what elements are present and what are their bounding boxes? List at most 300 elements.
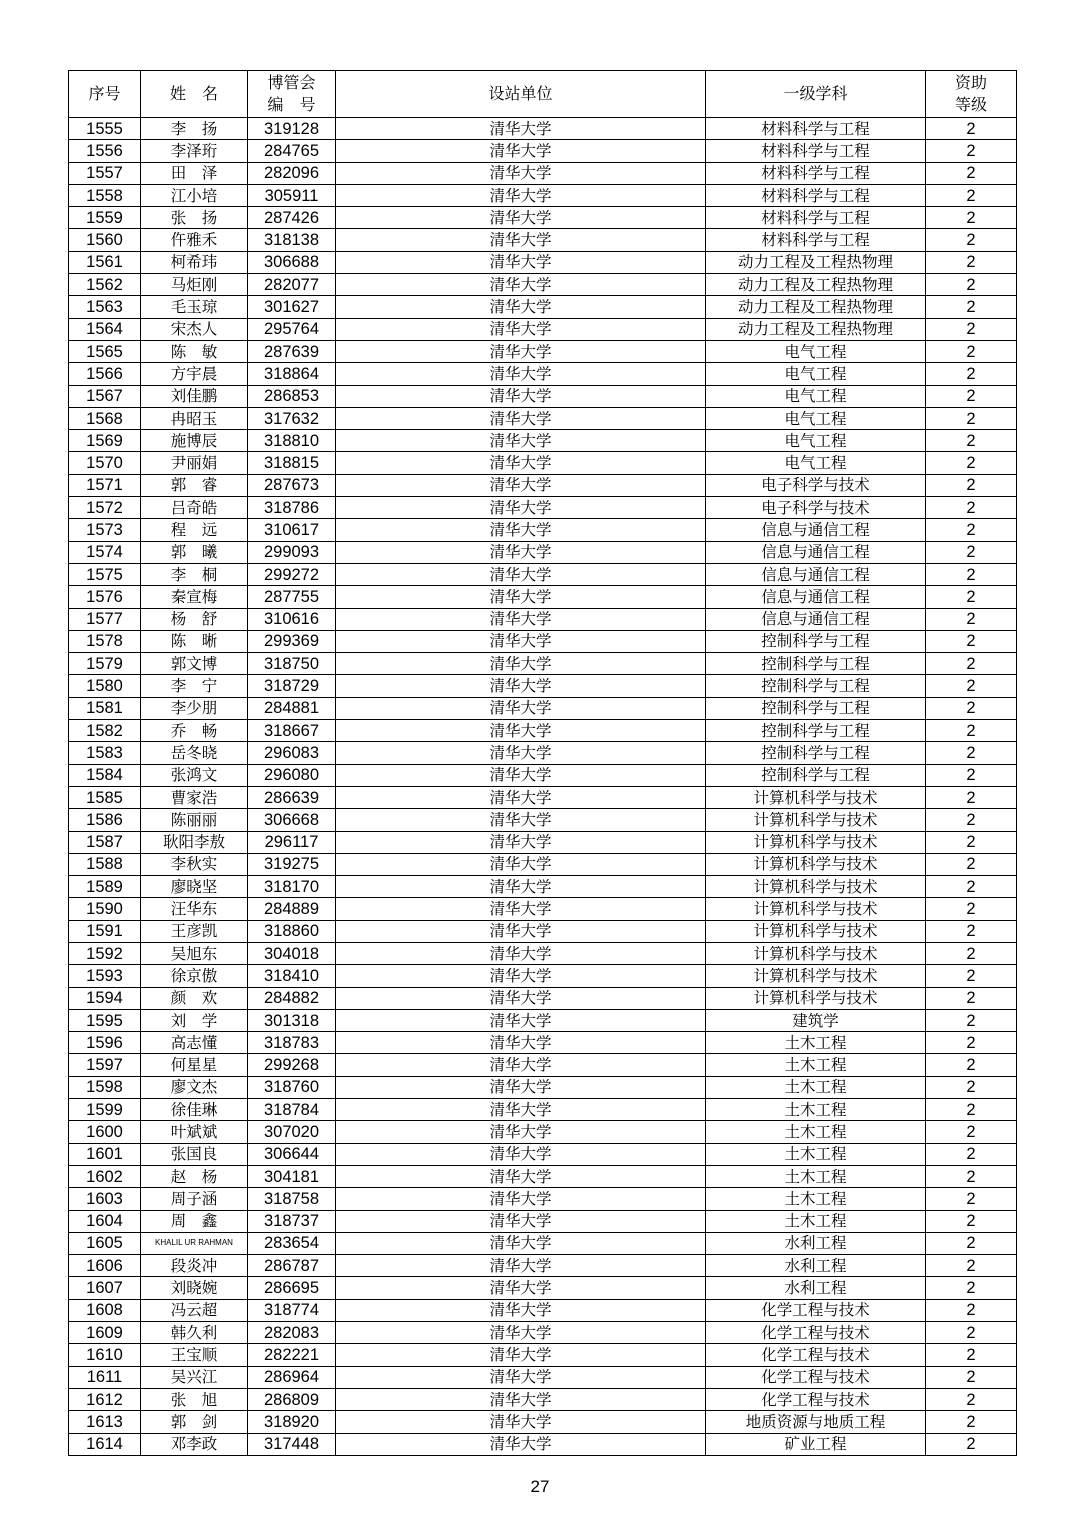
cell-unit: 清华大学 bbox=[336, 1277, 706, 1299]
cell-level: 2 bbox=[926, 541, 1017, 563]
cell-name: 李 宁 bbox=[141, 675, 248, 697]
cell-level: 2 bbox=[926, 809, 1017, 831]
cell-subject: 计算机科学与技术 bbox=[706, 809, 926, 831]
cell-name: 岳冬晓 bbox=[141, 742, 248, 764]
cell-id: 286787 bbox=[248, 1255, 336, 1277]
cell-name: 刘晓婉 bbox=[141, 1277, 248, 1299]
table-body bbox=[69, 118, 1017, 1456]
cell-level: 2 bbox=[926, 942, 1017, 964]
cell-level: 2 bbox=[926, 1143, 1017, 1165]
cell-name: 徐京傲 bbox=[141, 965, 248, 987]
cell-unit: 清华大学 bbox=[336, 296, 706, 318]
cell-unit: 清华大学 bbox=[336, 274, 706, 296]
cell-subject: 动力工程及工程热物理 bbox=[706, 318, 926, 340]
table-row bbox=[69, 162, 1017, 184]
cell-unit: 清华大学 bbox=[336, 251, 706, 273]
cell-no: 1576 bbox=[69, 586, 141, 608]
cell-unit: 清华大学 bbox=[336, 965, 706, 987]
cell-name: 柯希玮 bbox=[141, 251, 248, 273]
cell-name: 秦宣梅 bbox=[141, 586, 248, 608]
cell-subject: 计算机科学与技术 bbox=[706, 876, 926, 898]
cell-level: 2 bbox=[926, 898, 1017, 920]
cell-id: 318815 bbox=[248, 452, 336, 474]
cell-unit: 清华大学 bbox=[336, 786, 706, 808]
header-unit: 设站单位 bbox=[336, 71, 706, 118]
table-row bbox=[69, 853, 1017, 875]
cell-unit: 清华大学 bbox=[336, 675, 706, 697]
cell-level: 2 bbox=[926, 965, 1017, 987]
cell-no: 1563 bbox=[69, 296, 141, 318]
cell-unit: 清华大学 bbox=[336, 207, 706, 229]
cell-id: 301318 bbox=[248, 1009, 336, 1031]
cell-subject: 电气工程 bbox=[706, 385, 926, 407]
cell-level: 2 bbox=[926, 742, 1017, 764]
header-id-line1: 博管会 bbox=[267, 73, 316, 92]
cell-no: 1555 bbox=[69, 118, 141, 140]
cell-unit: 清华大学 bbox=[336, 898, 706, 920]
cell-id: 304181 bbox=[248, 1165, 336, 1187]
cell-name: 韩久利 bbox=[141, 1322, 248, 1344]
cell-name: 曹家浩 bbox=[141, 786, 248, 808]
cell-unit: 清华大学 bbox=[336, 1232, 706, 1254]
table-row bbox=[69, 942, 1017, 964]
cell-level: 2 bbox=[926, 720, 1017, 742]
cell-unit: 清华大学 bbox=[336, 1255, 706, 1277]
cell-unit: 清华大学 bbox=[336, 697, 706, 719]
table-row bbox=[69, 340, 1017, 362]
table-row bbox=[69, 1433, 1017, 1455]
cell-level: 2 bbox=[926, 519, 1017, 541]
table-row bbox=[69, 831, 1017, 853]
cell-unit: 清华大学 bbox=[336, 1165, 706, 1187]
cell-no: 1567 bbox=[69, 385, 141, 407]
cell-name: 李 桐 bbox=[141, 563, 248, 585]
cell-no: 1580 bbox=[69, 675, 141, 697]
cell-subject: 控制科学与工程 bbox=[706, 764, 926, 786]
cell-id: 317448 bbox=[248, 1433, 336, 1455]
cell-level: 2 bbox=[926, 586, 1017, 608]
cell-no: 1614 bbox=[69, 1433, 141, 1455]
cell-subject: 材料科学与工程 bbox=[706, 207, 926, 229]
cell-no: 1560 bbox=[69, 229, 141, 251]
cell-subject: 控制科学与工程 bbox=[706, 653, 926, 675]
cell-id: 284882 bbox=[248, 987, 336, 1009]
cell-no: 1585 bbox=[69, 786, 141, 808]
table-row bbox=[69, 987, 1017, 1009]
cell-subject: 控制科学与工程 bbox=[706, 720, 926, 742]
cell-name: 张国良 bbox=[141, 1143, 248, 1165]
cell-id: 318170 bbox=[248, 876, 336, 898]
cell-name: 周 鑫 bbox=[141, 1210, 248, 1232]
cell-no: 1611 bbox=[69, 1366, 141, 1388]
cell-no: 1582 bbox=[69, 720, 141, 742]
cell-subject: 电气工程 bbox=[706, 363, 926, 385]
cell-unit: 清华大学 bbox=[336, 1121, 706, 1143]
cell-name: 周子涵 bbox=[141, 1188, 248, 1210]
table-row bbox=[69, 608, 1017, 630]
table-row bbox=[69, 452, 1017, 474]
cell-name: KHALIL UR RAHMAN bbox=[141, 1232, 248, 1254]
cell-subject: 地质资源与地质工程 bbox=[706, 1411, 926, 1433]
table-row bbox=[69, 1188, 1017, 1210]
table-row bbox=[69, 296, 1017, 318]
table-row bbox=[69, 630, 1017, 652]
cell-id: 299093 bbox=[248, 541, 336, 563]
cell-no: 1592 bbox=[69, 942, 141, 964]
cell-name: 徐佳琳 bbox=[141, 1099, 248, 1121]
cell-level: 2 bbox=[926, 497, 1017, 519]
page-number: 27 bbox=[530, 1477, 550, 1496]
cell-subject: 土木工程 bbox=[706, 1165, 926, 1187]
cell-unit: 清华大学 bbox=[336, 1388, 706, 1410]
table-row bbox=[69, 474, 1017, 496]
cell-level: 2 bbox=[926, 184, 1017, 206]
cell-no: 1588 bbox=[69, 853, 141, 875]
cell-id: 286964 bbox=[248, 1366, 336, 1388]
cell-no: 1590 bbox=[69, 898, 141, 920]
cell-level: 2 bbox=[926, 340, 1017, 362]
cell-name: 冉昭玉 bbox=[141, 407, 248, 429]
cell-id: 284881 bbox=[248, 697, 336, 719]
cell-id: 306668 bbox=[248, 809, 336, 831]
table-row bbox=[69, 118, 1017, 140]
cell-unit: 清华大学 bbox=[336, 920, 706, 942]
header-name: 姓 名 bbox=[141, 71, 248, 118]
table-row bbox=[69, 184, 1017, 206]
cell-no: 1608 bbox=[69, 1299, 141, 1321]
cell-no: 1596 bbox=[69, 1032, 141, 1054]
cell-unit: 清华大学 bbox=[336, 430, 706, 452]
cell-level: 2 bbox=[926, 1121, 1017, 1143]
cell-unit: 清华大学 bbox=[336, 229, 706, 251]
cell-no: 1556 bbox=[69, 140, 141, 162]
cell-no: 1564 bbox=[69, 318, 141, 340]
cell-unit: 清华大学 bbox=[336, 853, 706, 875]
cell-id: 318860 bbox=[248, 920, 336, 942]
cell-id: 318864 bbox=[248, 363, 336, 385]
cell-level: 2 bbox=[926, 876, 1017, 898]
cell-level: 2 bbox=[926, 274, 1017, 296]
cell-unit: 清华大学 bbox=[336, 407, 706, 429]
header-id-line2: 编 号 bbox=[267, 95, 316, 114]
cell-level: 2 bbox=[926, 1032, 1017, 1054]
cell-no: 1597 bbox=[69, 1054, 141, 1076]
cell-name: 李泽珩 bbox=[141, 140, 248, 162]
cell-unit: 清华大学 bbox=[336, 720, 706, 742]
cell-name: 田 泽 bbox=[141, 162, 248, 184]
cell-subject: 建筑学 bbox=[706, 1009, 926, 1031]
cell-name: 施博辰 bbox=[141, 430, 248, 452]
cell-name: 郭文博 bbox=[141, 653, 248, 675]
cell-no: 1586 bbox=[69, 809, 141, 831]
cell-no: 1604 bbox=[69, 1210, 141, 1232]
cell-level: 2 bbox=[926, 118, 1017, 140]
cell-unit: 清华大学 bbox=[336, 184, 706, 206]
table-row bbox=[69, 1322, 1017, 1344]
cell-name: 张 旭 bbox=[141, 1388, 248, 1410]
cell-unit: 清华大学 bbox=[336, 1009, 706, 1031]
cell-id: 318774 bbox=[248, 1299, 336, 1321]
table-row bbox=[69, 519, 1017, 541]
cell-unit: 清华大学 bbox=[336, 1054, 706, 1076]
cell-subject: 计算机科学与技术 bbox=[706, 942, 926, 964]
cell-subject: 控制科学与工程 bbox=[706, 630, 926, 652]
cell-level: 2 bbox=[926, 786, 1017, 808]
cell-subject: 化学工程与技术 bbox=[706, 1366, 926, 1388]
cell-id: 307020 bbox=[248, 1121, 336, 1143]
cell-id: 287426 bbox=[248, 207, 336, 229]
cell-subject: 材料科学与工程 bbox=[706, 184, 926, 206]
cell-unit: 清华大学 bbox=[336, 630, 706, 652]
cell-name: 何星星 bbox=[141, 1054, 248, 1076]
cell-no: 1612 bbox=[69, 1388, 141, 1410]
cell-no: 1598 bbox=[69, 1076, 141, 1098]
table-row bbox=[69, 697, 1017, 719]
cell-unit: 清华大学 bbox=[336, 363, 706, 385]
cell-unit: 清华大学 bbox=[336, 1210, 706, 1232]
cell-name: 吴兴江 bbox=[141, 1366, 248, 1388]
cell-no: 1566 bbox=[69, 363, 141, 385]
table-row bbox=[69, 140, 1017, 162]
table-row bbox=[69, 809, 1017, 831]
cell-level: 2 bbox=[926, 1299, 1017, 1321]
cell-no: 1571 bbox=[69, 474, 141, 496]
cell-name: 刘佳鹏 bbox=[141, 385, 248, 407]
cell-no: 1557 bbox=[69, 162, 141, 184]
cell-subject: 控制科学与工程 bbox=[706, 697, 926, 719]
cell-id: 318760 bbox=[248, 1076, 336, 1098]
cell-name: 尹丽娟 bbox=[141, 452, 248, 474]
table-row bbox=[69, 1054, 1017, 1076]
cell-subject: 计算机科学与技术 bbox=[706, 965, 926, 987]
cell-subject: 信息与通信工程 bbox=[706, 586, 926, 608]
cell-level: 2 bbox=[926, 853, 1017, 875]
cell-id: 296117 bbox=[248, 831, 336, 853]
cell-subject: 计算机科学与技术 bbox=[706, 987, 926, 1009]
cell-no: 1579 bbox=[69, 653, 141, 675]
cell-subject: 土木工程 bbox=[706, 1188, 926, 1210]
cell-id: 301627 bbox=[248, 296, 336, 318]
cell-no: 1573 bbox=[69, 519, 141, 541]
table-row bbox=[69, 742, 1017, 764]
cell-subject: 水利工程 bbox=[706, 1232, 926, 1254]
cell-level: 2 bbox=[926, 296, 1017, 318]
table-row bbox=[69, 786, 1017, 808]
table-row bbox=[69, 1344, 1017, 1366]
cell-name: 宋杰人 bbox=[141, 318, 248, 340]
cell-id: 319128 bbox=[248, 118, 336, 140]
table-row bbox=[69, 430, 1017, 452]
table-row bbox=[69, 1032, 1017, 1054]
cell-unit: 清华大学 bbox=[336, 608, 706, 630]
cell-unit: 清华大学 bbox=[336, 1299, 706, 1321]
cell-id: 296080 bbox=[248, 764, 336, 786]
cell-id: 282096 bbox=[248, 162, 336, 184]
cell-id: 318784 bbox=[248, 1099, 336, 1121]
cell-name: 吕奇皓 bbox=[141, 497, 248, 519]
cell-subject: 土木工程 bbox=[706, 1054, 926, 1076]
cell-level: 2 bbox=[926, 474, 1017, 496]
cell-id: 317632 bbox=[248, 407, 336, 429]
cell-id: 318810 bbox=[248, 430, 336, 452]
cell-no: 1561 bbox=[69, 251, 141, 273]
cell-unit: 清华大学 bbox=[336, 1344, 706, 1366]
cell-subject: 信息与通信工程 bbox=[706, 608, 926, 630]
table-row bbox=[69, 363, 1017, 385]
cell-level: 2 bbox=[926, 1188, 1017, 1210]
cell-name: 廖文杰 bbox=[141, 1076, 248, 1098]
table-row bbox=[69, 1210, 1017, 1232]
cell-no: 1609 bbox=[69, 1322, 141, 1344]
table-row bbox=[69, 497, 1017, 519]
cell-level: 2 bbox=[926, 1277, 1017, 1299]
cell-id: 318729 bbox=[248, 675, 336, 697]
cell-level: 2 bbox=[926, 1255, 1017, 1277]
cell-unit: 清华大学 bbox=[336, 452, 706, 474]
cell-id: 318920 bbox=[248, 1411, 336, 1433]
cell-level: 2 bbox=[926, 1433, 1017, 1455]
cell-no: 1593 bbox=[69, 965, 141, 987]
cell-no: 1591 bbox=[69, 920, 141, 942]
cell-level: 2 bbox=[926, 1076, 1017, 1098]
cell-name: 李秋实 bbox=[141, 853, 248, 875]
cell-level: 2 bbox=[926, 452, 1017, 474]
cell-name: 方宇晨 bbox=[141, 363, 248, 385]
cell-level: 2 bbox=[926, 162, 1017, 184]
cell-unit: 清华大学 bbox=[336, 1143, 706, 1165]
cell-no: 1574 bbox=[69, 541, 141, 563]
cell-no: 1606 bbox=[69, 1255, 141, 1277]
cell-subject: 动力工程及工程热物理 bbox=[706, 274, 926, 296]
cell-id: 306688 bbox=[248, 251, 336, 273]
cell-level: 2 bbox=[926, 1322, 1017, 1344]
cell-id: 318786 bbox=[248, 497, 336, 519]
cell-name: 乔 畅 bbox=[141, 720, 248, 742]
cell-level: 2 bbox=[926, 764, 1017, 786]
cell-name: 高志懂 bbox=[141, 1032, 248, 1054]
cell-no: 1603 bbox=[69, 1188, 141, 1210]
header-id bbox=[248, 71, 336, 118]
cell-name: 吴旭东 bbox=[141, 942, 248, 964]
cell-level: 2 bbox=[926, 697, 1017, 719]
cell-subject: 化学工程与技术 bbox=[706, 1344, 926, 1366]
cell-id: 282221 bbox=[248, 1344, 336, 1366]
cell-id: 318410 bbox=[248, 965, 336, 987]
cell-name: 冯云超 bbox=[141, 1299, 248, 1321]
cell-level: 2 bbox=[926, 407, 1017, 429]
cell-subject: 电气工程 bbox=[706, 452, 926, 474]
cell-name: 江小培 bbox=[141, 184, 248, 206]
cell-unit: 清华大学 bbox=[336, 1366, 706, 1388]
header-level-line2: 等级 bbox=[954, 95, 987, 114]
cell-no: 1594 bbox=[69, 987, 141, 1009]
cell-level: 2 bbox=[926, 1344, 1017, 1366]
cell-id: 319275 bbox=[248, 853, 336, 875]
cell-unit: 清华大学 bbox=[336, 474, 706, 496]
table-row bbox=[69, 1277, 1017, 1299]
cell-no: 1602 bbox=[69, 1165, 141, 1187]
cell-subject: 电子科学与技术 bbox=[706, 497, 926, 519]
cell-id: 282083 bbox=[248, 1322, 336, 1344]
cell-id: 299369 bbox=[248, 630, 336, 652]
cell-unit: 清华大学 bbox=[336, 541, 706, 563]
cell-name: 汪华东 bbox=[141, 898, 248, 920]
cell-level: 2 bbox=[926, 1411, 1017, 1433]
cell-id: 318138 bbox=[248, 229, 336, 251]
cell-subject: 材料科学与工程 bbox=[706, 229, 926, 251]
cell-id: 318758 bbox=[248, 1188, 336, 1210]
table-row bbox=[69, 207, 1017, 229]
cell-subject: 动力工程及工程热物理 bbox=[706, 251, 926, 273]
cell-no: 1581 bbox=[69, 697, 141, 719]
cell-unit: 清华大学 bbox=[336, 519, 706, 541]
cell-level: 2 bbox=[926, 363, 1017, 385]
cell-no: 1583 bbox=[69, 742, 141, 764]
cell-subject: 计算机科学与技术 bbox=[706, 853, 926, 875]
table-row bbox=[69, 251, 1017, 273]
cell-level: 2 bbox=[926, 563, 1017, 585]
table-row bbox=[69, 898, 1017, 920]
cell-name: 陈丽丽 bbox=[141, 809, 248, 831]
cell-subject: 控制科学与工程 bbox=[706, 742, 926, 764]
cell-no: 1570 bbox=[69, 452, 141, 474]
cell-name: 邓李政 bbox=[141, 1433, 248, 1455]
cell-no: 1584 bbox=[69, 764, 141, 786]
cell-no: 1568 bbox=[69, 407, 141, 429]
cell-id: 296083 bbox=[248, 742, 336, 764]
cell-level: 2 bbox=[926, 229, 1017, 251]
cell-no: 1569 bbox=[69, 430, 141, 452]
cell-id: 282077 bbox=[248, 274, 336, 296]
cell-unit: 清华大学 bbox=[336, 809, 706, 831]
cell-subject: 水利工程 bbox=[706, 1277, 926, 1299]
cell-subject: 材料科学与工程 bbox=[706, 118, 926, 140]
cell-name: 陈 敏 bbox=[141, 340, 248, 362]
cell-id: 284889 bbox=[248, 898, 336, 920]
cell-unit: 清华大学 bbox=[336, 1076, 706, 1098]
table-row bbox=[69, 1076, 1017, 1098]
cell-id: 287673 bbox=[248, 474, 336, 496]
cell-level: 2 bbox=[926, 385, 1017, 407]
funding-table-container bbox=[68, 70, 1016, 1456]
cell-id: 318667 bbox=[248, 720, 336, 742]
header-subject: 一级学科 bbox=[706, 71, 926, 118]
cell-unit: 清华大学 bbox=[336, 1411, 706, 1433]
cell-subject: 计算机科学与技术 bbox=[706, 920, 926, 942]
cell-subject: 土木工程 bbox=[706, 1143, 926, 1165]
cell-subject: 化学工程与技术 bbox=[706, 1299, 926, 1321]
cell-name: 王彦凯 bbox=[141, 920, 248, 942]
cell-no: 1599 bbox=[69, 1099, 141, 1121]
cell-id: 304018 bbox=[248, 942, 336, 964]
cell-unit: 清华大学 bbox=[336, 1433, 706, 1455]
cell-id: 299268 bbox=[248, 1054, 336, 1076]
cell-id: 286695 bbox=[248, 1277, 336, 1299]
cell-level: 2 bbox=[926, 920, 1017, 942]
table-row bbox=[69, 1143, 1017, 1165]
cell-level: 2 bbox=[926, 1009, 1017, 1031]
cell-no: 1600 bbox=[69, 1121, 141, 1143]
cell-no: 1565 bbox=[69, 340, 141, 362]
header-level bbox=[926, 71, 1017, 118]
cell-subject: 材料科学与工程 bbox=[706, 162, 926, 184]
header-no: 序号 bbox=[69, 71, 141, 118]
cell-no: 1559 bbox=[69, 207, 141, 229]
cell-subject: 信息与通信工程 bbox=[706, 519, 926, 541]
cell-subject: 电气工程 bbox=[706, 407, 926, 429]
cell-unit: 清华大学 bbox=[336, 385, 706, 407]
table-row bbox=[69, 1009, 1017, 1031]
